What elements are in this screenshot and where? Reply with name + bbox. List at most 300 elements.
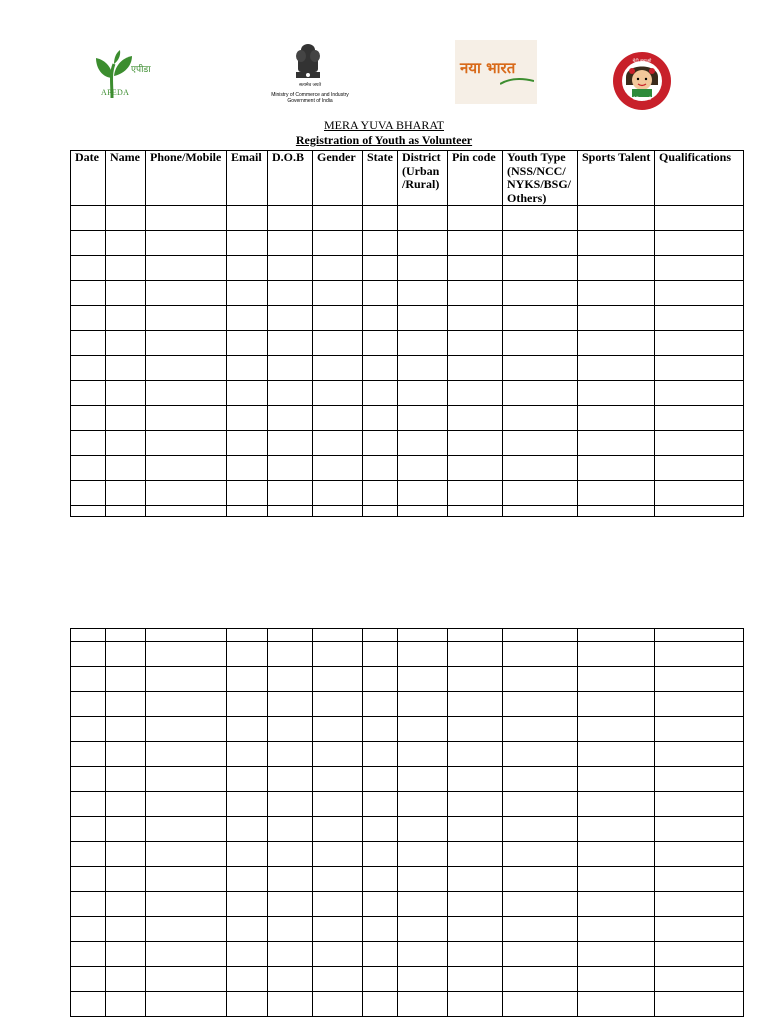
table-cell[interactable] bbox=[146, 967, 227, 992]
table-cell[interactable] bbox=[655, 717, 744, 742]
table-cell[interactable] bbox=[71, 306, 106, 331]
table-cell[interactable] bbox=[655, 381, 744, 406]
table-cell[interactable] bbox=[578, 742, 655, 767]
table-cell[interactable] bbox=[227, 406, 268, 431]
table-cell[interactable] bbox=[268, 767, 313, 792]
table-cell[interactable] bbox=[71, 992, 106, 1017]
table-cell[interactable] bbox=[146, 331, 227, 356]
table-cell[interactable] bbox=[448, 767, 503, 792]
table-cell[interactable] bbox=[268, 256, 313, 281]
table-cell[interactable] bbox=[268, 742, 313, 767]
table-cell[interactable] bbox=[268, 867, 313, 892]
table-cell[interactable] bbox=[313, 717, 363, 742]
table-cell[interactable] bbox=[227, 817, 268, 842]
table-cell[interactable] bbox=[71, 717, 106, 742]
table-cell[interactable] bbox=[398, 356, 448, 381]
table-cell[interactable] bbox=[398, 817, 448, 842]
table-cell[interactable] bbox=[71, 281, 106, 306]
table-cell[interactable] bbox=[578, 629, 655, 642]
table-cell[interactable] bbox=[106, 381, 146, 406]
table-cell[interactable] bbox=[398, 481, 448, 506]
table-cell[interactable] bbox=[71, 942, 106, 967]
table-cell[interactable] bbox=[363, 842, 398, 867]
table-cell[interactable] bbox=[106, 792, 146, 817]
table-cell[interactable] bbox=[227, 667, 268, 692]
table-cell[interactable] bbox=[363, 206, 398, 231]
table-cell[interactable] bbox=[146, 306, 227, 331]
table-cell[interactable] bbox=[268, 406, 313, 431]
table-cell[interactable] bbox=[578, 817, 655, 842]
table-cell[interactable] bbox=[363, 231, 398, 256]
table-cell[interactable] bbox=[578, 206, 655, 231]
table-cell[interactable] bbox=[503, 456, 578, 481]
table-cell[interactable] bbox=[146, 206, 227, 231]
table-cell[interactable] bbox=[227, 206, 268, 231]
table-cell[interactable] bbox=[268, 206, 313, 231]
table-cell[interactable] bbox=[398, 842, 448, 867]
table-cell[interactable] bbox=[363, 629, 398, 642]
table-cell[interactable] bbox=[503, 356, 578, 381]
table-cell[interactable] bbox=[227, 231, 268, 256]
table-cell[interactable] bbox=[398, 431, 448, 456]
table-cell[interactable] bbox=[655, 892, 744, 917]
table-cell[interactable] bbox=[503, 767, 578, 792]
table-cell[interactable] bbox=[655, 917, 744, 942]
table-cell[interactable] bbox=[313, 692, 363, 717]
table-cell[interactable] bbox=[398, 942, 448, 967]
table-cell[interactable] bbox=[398, 692, 448, 717]
table-cell[interactable] bbox=[398, 992, 448, 1017]
table-cell[interactable] bbox=[398, 892, 448, 917]
table-cell[interactable] bbox=[363, 642, 398, 667]
table-cell[interactable] bbox=[71, 917, 106, 942]
table-cell[interactable] bbox=[503, 842, 578, 867]
table-cell[interactable] bbox=[146, 281, 227, 306]
table-cell[interactable] bbox=[503, 942, 578, 967]
table-cell[interactable] bbox=[363, 742, 398, 767]
table-cell[interactable] bbox=[268, 356, 313, 381]
table-cell[interactable] bbox=[106, 892, 146, 917]
table-cell[interactable] bbox=[106, 942, 146, 967]
table-cell[interactable] bbox=[448, 667, 503, 692]
table-cell[interactable] bbox=[578, 456, 655, 481]
table-cell[interactable] bbox=[363, 306, 398, 331]
table-cell[interactable] bbox=[363, 356, 398, 381]
table-cell[interactable] bbox=[448, 481, 503, 506]
table-cell[interactable] bbox=[578, 767, 655, 792]
table-cell[interactable] bbox=[268, 817, 313, 842]
table-cell[interactable] bbox=[503, 256, 578, 281]
table-cell[interactable] bbox=[146, 506, 227, 517]
table-cell[interactable] bbox=[313, 281, 363, 306]
table-cell[interactable] bbox=[106, 992, 146, 1017]
table-cell[interactable] bbox=[227, 356, 268, 381]
table-cell[interactable] bbox=[363, 331, 398, 356]
table-cell[interactable] bbox=[227, 281, 268, 306]
table-cell[interactable] bbox=[578, 281, 655, 306]
table-cell[interactable] bbox=[313, 231, 363, 256]
table-cell[interactable] bbox=[106, 967, 146, 992]
table-cell[interactable] bbox=[363, 717, 398, 742]
table-cell[interactable] bbox=[313, 967, 363, 992]
table-cell[interactable] bbox=[227, 506, 268, 517]
table-cell[interactable] bbox=[71, 892, 106, 917]
table-cell[interactable] bbox=[313, 667, 363, 692]
table-cell[interactable] bbox=[655, 206, 744, 231]
table-cell[interactable] bbox=[71, 642, 106, 667]
table-cell[interactable] bbox=[578, 842, 655, 867]
table-cell[interactable] bbox=[503, 917, 578, 942]
table-cell[interactable] bbox=[268, 992, 313, 1017]
table-cell[interactable] bbox=[655, 792, 744, 817]
table-cell[interactable] bbox=[227, 306, 268, 331]
table-cell[interactable] bbox=[503, 381, 578, 406]
table-cell[interactable] bbox=[503, 642, 578, 667]
table-cell[interactable] bbox=[578, 867, 655, 892]
table-cell[interactable] bbox=[655, 331, 744, 356]
table-cell[interactable] bbox=[146, 917, 227, 942]
table-cell[interactable] bbox=[503, 967, 578, 992]
table-cell[interactable] bbox=[71, 231, 106, 256]
table-cell[interactable] bbox=[313, 942, 363, 967]
table-cell[interactable] bbox=[268, 431, 313, 456]
table-cell[interactable] bbox=[363, 431, 398, 456]
table-cell[interactable] bbox=[655, 256, 744, 281]
table-cell[interactable] bbox=[655, 767, 744, 792]
table-cell[interactable] bbox=[655, 842, 744, 867]
table-cell[interactable] bbox=[268, 792, 313, 817]
table-cell[interactable] bbox=[578, 717, 655, 742]
table-cell[interactable] bbox=[71, 456, 106, 481]
table-cell[interactable] bbox=[655, 942, 744, 967]
table-cell[interactable] bbox=[227, 792, 268, 817]
table-cell[interactable] bbox=[106, 506, 146, 517]
table-cell[interactable] bbox=[448, 892, 503, 917]
table-cell[interactable] bbox=[268, 281, 313, 306]
table-cell[interactable] bbox=[448, 306, 503, 331]
table-cell[interactable] bbox=[503, 206, 578, 231]
table-cell[interactable] bbox=[363, 281, 398, 306]
table-cell[interactable] bbox=[146, 629, 227, 642]
table-cell[interactable] bbox=[578, 942, 655, 967]
table-cell[interactable] bbox=[71, 406, 106, 431]
table-cell[interactable] bbox=[227, 717, 268, 742]
table-cell[interactable] bbox=[363, 817, 398, 842]
table-cell[interactable] bbox=[503, 406, 578, 431]
table-cell[interactable] bbox=[268, 692, 313, 717]
table-cell[interactable] bbox=[227, 331, 268, 356]
table-cell[interactable] bbox=[227, 431, 268, 456]
table-cell[interactable] bbox=[268, 942, 313, 967]
table-cell[interactable] bbox=[503, 331, 578, 356]
table-cell[interactable] bbox=[448, 206, 503, 231]
table-cell[interactable] bbox=[363, 506, 398, 517]
table-cell[interactable] bbox=[268, 306, 313, 331]
table-cell[interactable] bbox=[313, 381, 363, 406]
table-cell[interactable] bbox=[655, 431, 744, 456]
table-cell[interactable] bbox=[363, 967, 398, 992]
table-cell[interactable] bbox=[106, 256, 146, 281]
table-cell[interactable] bbox=[106, 406, 146, 431]
table-cell[interactable] bbox=[503, 867, 578, 892]
table-cell[interactable] bbox=[106, 917, 146, 942]
table-cell[interactable] bbox=[146, 481, 227, 506]
table-cell[interactable] bbox=[398, 967, 448, 992]
table-cell[interactable] bbox=[503, 817, 578, 842]
table-cell[interactable] bbox=[448, 742, 503, 767]
table-cell[interactable] bbox=[146, 842, 227, 867]
table-cell[interactable] bbox=[578, 381, 655, 406]
table-cell[interactable] bbox=[313, 431, 363, 456]
table-cell[interactable] bbox=[227, 642, 268, 667]
table-cell[interactable] bbox=[363, 992, 398, 1017]
table-cell[interactable] bbox=[398, 256, 448, 281]
table-cell[interactable] bbox=[503, 481, 578, 506]
table-cell[interactable] bbox=[398, 717, 448, 742]
table-cell[interactable] bbox=[268, 381, 313, 406]
table-cell[interactable] bbox=[363, 667, 398, 692]
table-cell[interactable] bbox=[146, 992, 227, 1017]
table-cell[interactable] bbox=[503, 667, 578, 692]
table-cell[interactable] bbox=[146, 942, 227, 967]
table-cell[interactable] bbox=[448, 942, 503, 967]
table-cell[interactable] bbox=[448, 717, 503, 742]
table-cell[interactable] bbox=[106, 629, 146, 642]
table-cell[interactable] bbox=[503, 992, 578, 1017]
table-cell[interactable] bbox=[71, 206, 106, 231]
table-cell[interactable] bbox=[71, 742, 106, 767]
table-cell[interactable] bbox=[227, 942, 268, 967]
table-cell[interactable] bbox=[363, 456, 398, 481]
table-cell[interactable] bbox=[146, 792, 227, 817]
table-cell[interactable] bbox=[106, 281, 146, 306]
table-cell[interactable] bbox=[398, 406, 448, 431]
table-cell[interactable] bbox=[655, 992, 744, 1017]
table-cell[interactable] bbox=[146, 892, 227, 917]
table-cell[interactable] bbox=[655, 281, 744, 306]
table-cell[interactable] bbox=[227, 867, 268, 892]
table-cell[interactable] bbox=[578, 967, 655, 992]
table-cell[interactable] bbox=[71, 629, 106, 642]
table-cell[interactable] bbox=[448, 381, 503, 406]
table-cell[interactable] bbox=[313, 642, 363, 667]
table-cell[interactable] bbox=[106, 817, 146, 842]
table-cell[interactable] bbox=[448, 356, 503, 381]
table-cell[interactable] bbox=[146, 767, 227, 792]
table-cell[interactable] bbox=[106, 481, 146, 506]
table-cell[interactable] bbox=[313, 629, 363, 642]
table-cell[interactable] bbox=[268, 481, 313, 506]
table-cell[interactable] bbox=[578, 256, 655, 281]
table-cell[interactable] bbox=[363, 381, 398, 406]
table-cell[interactable] bbox=[398, 629, 448, 642]
table-cell[interactable] bbox=[398, 667, 448, 692]
table-cell[interactable] bbox=[578, 331, 655, 356]
table-cell[interactable] bbox=[227, 842, 268, 867]
table-cell[interactable] bbox=[313, 892, 363, 917]
table-cell[interactable] bbox=[503, 692, 578, 717]
table-cell[interactable] bbox=[146, 456, 227, 481]
table-cell[interactable] bbox=[448, 231, 503, 256]
table-cell[interactable] bbox=[71, 481, 106, 506]
table-cell[interactable] bbox=[655, 967, 744, 992]
table-cell[interactable] bbox=[71, 792, 106, 817]
table-cell[interactable] bbox=[268, 456, 313, 481]
table-cell[interactable] bbox=[503, 431, 578, 456]
table-cell[interactable] bbox=[578, 306, 655, 331]
table-cell[interactable] bbox=[106, 767, 146, 792]
table-cell[interactable] bbox=[313, 867, 363, 892]
table-cell[interactable] bbox=[313, 742, 363, 767]
table-cell[interactable] bbox=[503, 742, 578, 767]
table-cell[interactable] bbox=[578, 992, 655, 1017]
table-cell[interactable] bbox=[363, 792, 398, 817]
table-cell[interactable] bbox=[313, 456, 363, 481]
table-cell[interactable] bbox=[268, 331, 313, 356]
table-cell[interactable] bbox=[313, 356, 363, 381]
table-cell[interactable] bbox=[363, 406, 398, 431]
table-cell[interactable] bbox=[503, 892, 578, 917]
table-cell[interactable] bbox=[268, 642, 313, 667]
table-cell[interactable] bbox=[146, 431, 227, 456]
table-cell[interactable] bbox=[578, 692, 655, 717]
table-cell[interactable] bbox=[227, 256, 268, 281]
table-cell[interactable] bbox=[448, 917, 503, 942]
table-cell[interactable] bbox=[503, 629, 578, 642]
table-cell[interactable] bbox=[146, 256, 227, 281]
table-cell[interactable] bbox=[448, 281, 503, 306]
table-cell[interactable] bbox=[578, 481, 655, 506]
table-cell[interactable] bbox=[106, 667, 146, 692]
table-cell[interactable] bbox=[268, 917, 313, 942]
table-cell[interactable] bbox=[398, 506, 448, 517]
table-cell[interactable] bbox=[448, 506, 503, 517]
table-cell[interactable] bbox=[106, 842, 146, 867]
table-cell[interactable] bbox=[106, 717, 146, 742]
table-cell[interactable] bbox=[655, 456, 744, 481]
table-cell[interactable] bbox=[71, 842, 106, 867]
table-cell[interactable] bbox=[313, 256, 363, 281]
table-cell[interactable] bbox=[448, 406, 503, 431]
table-cell[interactable] bbox=[227, 381, 268, 406]
table-cell[interactable] bbox=[398, 306, 448, 331]
table-cell[interactable] bbox=[71, 692, 106, 717]
table-cell[interactable] bbox=[655, 356, 744, 381]
table-cell[interactable] bbox=[398, 642, 448, 667]
table-cell[interactable] bbox=[146, 742, 227, 767]
table-cell[interactable] bbox=[578, 406, 655, 431]
table-cell[interactable] bbox=[578, 917, 655, 942]
table-cell[interactable] bbox=[448, 992, 503, 1017]
table-cell[interactable] bbox=[655, 742, 744, 767]
table-cell[interactable] bbox=[363, 942, 398, 967]
table-cell[interactable] bbox=[71, 331, 106, 356]
table-cell[interactable] bbox=[227, 456, 268, 481]
table-cell[interactable] bbox=[71, 256, 106, 281]
table-cell[interactable] bbox=[313, 481, 363, 506]
table-cell[interactable] bbox=[398, 867, 448, 892]
table-cell[interactable] bbox=[655, 406, 744, 431]
table-cell[interactable] bbox=[448, 256, 503, 281]
table-cell[interactable] bbox=[448, 456, 503, 481]
table-cell[interactable] bbox=[398, 767, 448, 792]
table-cell[interactable] bbox=[578, 431, 655, 456]
table-cell[interactable] bbox=[448, 629, 503, 642]
table-cell[interactable] bbox=[363, 692, 398, 717]
table-cell[interactable] bbox=[227, 767, 268, 792]
table-cell[interactable] bbox=[448, 642, 503, 667]
table-cell[interactable] bbox=[227, 629, 268, 642]
table-cell[interactable] bbox=[398, 231, 448, 256]
table-cell[interactable] bbox=[655, 231, 744, 256]
table-cell[interactable] bbox=[578, 892, 655, 917]
table-cell[interactable] bbox=[313, 306, 363, 331]
table-cell[interactable] bbox=[146, 717, 227, 742]
table-cell[interactable] bbox=[448, 842, 503, 867]
table-cell[interactable] bbox=[398, 381, 448, 406]
table-cell[interactable] bbox=[503, 306, 578, 331]
table-cell[interactable] bbox=[146, 692, 227, 717]
table-cell[interactable] bbox=[363, 917, 398, 942]
table-cell[interactable] bbox=[313, 331, 363, 356]
table-cell[interactable] bbox=[106, 306, 146, 331]
table-cell[interactable] bbox=[106, 742, 146, 767]
table-cell[interactable] bbox=[655, 481, 744, 506]
table-cell[interactable] bbox=[71, 767, 106, 792]
table-cell[interactable] bbox=[398, 742, 448, 767]
table-cell[interactable] bbox=[146, 817, 227, 842]
table-cell[interactable] bbox=[578, 231, 655, 256]
table-cell[interactable] bbox=[227, 692, 268, 717]
table-cell[interactable] bbox=[313, 767, 363, 792]
table-cell[interactable] bbox=[313, 817, 363, 842]
table-cell[interactable] bbox=[578, 642, 655, 667]
table-cell[interactable] bbox=[448, 431, 503, 456]
table-cell[interactable] bbox=[363, 481, 398, 506]
table-cell[interactable] bbox=[268, 967, 313, 992]
table-cell[interactable] bbox=[71, 356, 106, 381]
table-cell[interactable] bbox=[227, 742, 268, 767]
table-cell[interactable] bbox=[448, 967, 503, 992]
table-cell[interactable] bbox=[448, 867, 503, 892]
table-cell[interactable] bbox=[398, 917, 448, 942]
table-cell[interactable] bbox=[655, 817, 744, 842]
table-cell[interactable] bbox=[313, 206, 363, 231]
table-cell[interactable] bbox=[578, 356, 655, 381]
table-cell[interactable] bbox=[106, 867, 146, 892]
table-cell[interactable] bbox=[146, 667, 227, 692]
table-cell[interactable] bbox=[398, 206, 448, 231]
table-cell[interactable] bbox=[503, 717, 578, 742]
table-cell[interactable] bbox=[106, 331, 146, 356]
table-cell[interactable] bbox=[71, 867, 106, 892]
table-cell[interactable] bbox=[227, 892, 268, 917]
table-cell[interactable] bbox=[268, 231, 313, 256]
table-cell[interactable] bbox=[71, 506, 106, 517]
table-cell[interactable] bbox=[146, 356, 227, 381]
table-cell[interactable] bbox=[146, 381, 227, 406]
table-cell[interactable] bbox=[448, 331, 503, 356]
table-cell[interactable] bbox=[578, 792, 655, 817]
table-cell[interactable] bbox=[146, 406, 227, 431]
table-cell[interactable] bbox=[503, 281, 578, 306]
table-cell[interactable] bbox=[655, 306, 744, 331]
table-cell[interactable] bbox=[398, 281, 448, 306]
table-cell[interactable] bbox=[313, 842, 363, 867]
table-cell[interactable] bbox=[398, 456, 448, 481]
table-cell[interactable] bbox=[363, 256, 398, 281]
table-cell[interactable] bbox=[146, 642, 227, 667]
